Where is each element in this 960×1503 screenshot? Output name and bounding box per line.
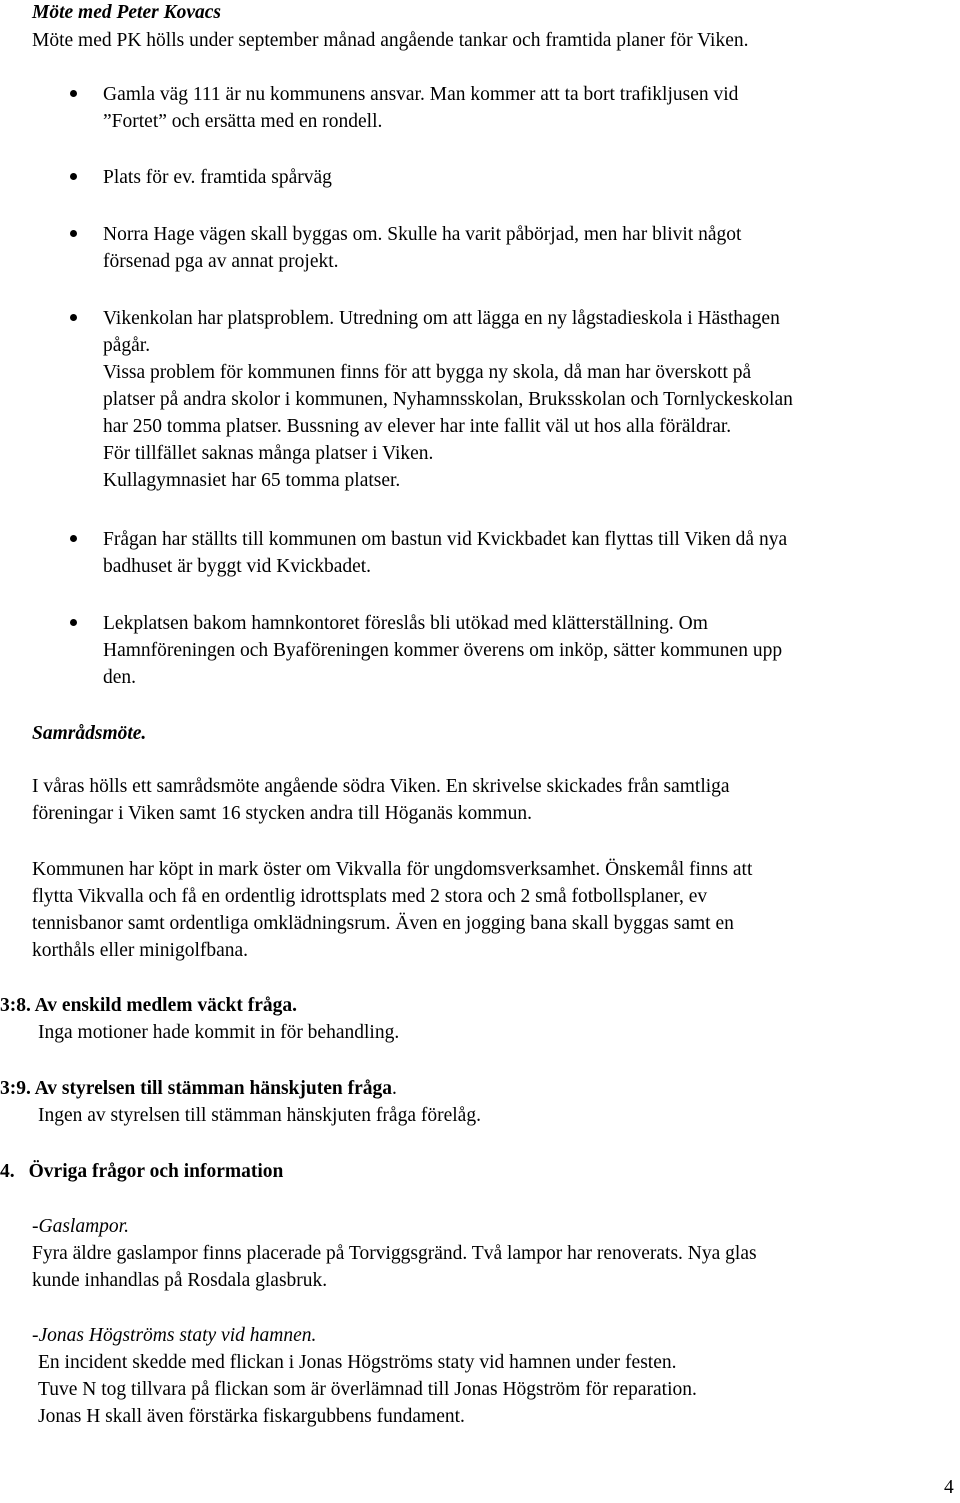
kovacs-intro: Möte med PK hölls under september månad angående tankar och framtida planer för Viken. bbox=[32, 30, 749, 51]
section-heading-3-8 bbox=[0, 992, 297, 1020]
bullet-line: Hamnföreningen och Byaföreningen kommer överens om inköp, sätter kommunen upp bbox=[103, 640, 783, 661]
paragraph-line: En incident skedde med flickan i Jonas Högströms staty vid hamnen under festen. bbox=[38, 1352, 677, 1373]
paragraph-line: I våras hölls ett samrådsmöte angående södra Viken. En skrivelse skickades från samtliga bbox=[32, 776, 730, 797]
section-number: 3:8 bbox=[0, 995, 26, 1016]
section-heading-kovacs: Möte med Peter Kovacs bbox=[32, 2, 221, 23]
bullet-line: Vissa problem för kommunen finns för att bygga ny skola, då man har överskott på bbox=[103, 362, 752, 383]
bullet-line: försenad pga av annat projekt. bbox=[103, 251, 339, 272]
section-title: . Av styrelsen till stämman hänskjuten fråga bbox=[26, 1078, 392, 1099]
bullet-line: badhuset är byggt vid Kvickbadet. bbox=[103, 556, 372, 577]
bullet-dot bbox=[70, 173, 77, 180]
subheading-staty: -Jonas Högströms staty vid hamnen. bbox=[32, 1325, 317, 1346]
bullet-dot bbox=[70, 535, 77, 542]
paragraph-line: flytta Vikvalla och få en ordentlig idrottsplats med 2 stora och 2 små fotbollsplaner, ev bbox=[32, 886, 708, 907]
section-heading-4 bbox=[0, 1158, 283, 1186]
paragraph-line: Jonas H skall även förstärka fiskargubbens fundament. bbox=[38, 1406, 465, 1427]
section-heading-3-9 bbox=[0, 1075, 397, 1103]
bullet-line: För tillfället saknas många platser i Viken. bbox=[103, 443, 434, 464]
section-heading-samrad: Samrådsmöte. bbox=[32, 723, 147, 744]
bullet-line: har 250 tomma platser. Bussning av elever har inte fallit väl ut hos alla föräldrar. bbox=[103, 416, 732, 437]
section-number: 4. bbox=[0, 1161, 15, 1182]
paragraph-line: Kommunen har köpt in mark öster om Vikvalla för ungdomsverksamhet. Önskemål finns att bbox=[32, 859, 753, 880]
section-title: . Av enskild medlem väckt fråga. bbox=[26, 995, 298, 1016]
page-number: 4 bbox=[944, 1477, 954, 1498]
bullet-line: Lekplatsen bakom hamnkontoret föreslås bli utökad med klätterställning. Om bbox=[103, 613, 708, 634]
paragraph-line: Fyra äldre gaslampor finns placerade på Torviggsgränd. Två lampor har renoverats. Nya glas bbox=[32, 1243, 757, 1264]
section-text: Ingen av styrelsen till stämman hänskjuten fråga förelåg. bbox=[38, 1105, 481, 1126]
paragraph-line: föreningar i Viken samt 16 stycken andra till Höganäs kommun. bbox=[32, 803, 532, 824]
bullet-line: pågår. bbox=[103, 335, 151, 356]
bullet-dot bbox=[70, 230, 77, 237]
bullet-dot bbox=[70, 314, 77, 321]
bullet-line: ”Fortet” och ersätta med en rondell. bbox=[103, 111, 383, 132]
bullet-line: Plats för ev. framtida spårväg bbox=[103, 167, 332, 188]
paragraph-line: kunde inhandlas på Rosdala glasbruk. bbox=[32, 1270, 328, 1291]
section-number: 3:9 bbox=[0, 1078, 26, 1099]
section-text: Inga motioner hade kommit in för behandling. bbox=[38, 1022, 400, 1043]
paragraph-line: korthåls eller minigolfbana. bbox=[32, 940, 249, 961]
bullet-line: Gamla väg 111 är nu kommunens ansvar. Man kommer att ta bort trafikljusen vid bbox=[103, 84, 739, 105]
section-title-period: . bbox=[392, 1078, 397, 1099]
bullet-dot bbox=[70, 90, 77, 97]
paragraph-line: Tuve N tog tillvara på flickan som är överlämnad till Jonas Högström för reparation. bbox=[38, 1379, 697, 1400]
paragraph-line: tennisbanor samt ordentliga omklädningsrum. Även en jogging bana skall byggas samt en bbox=[32, 913, 734, 934]
section-title: Övriga frågor och information bbox=[28, 1161, 284, 1182]
bullet-line: den. bbox=[103, 667, 137, 688]
bullet-line: Frågan har ställts till kommunen om bastun vid Kvickbadet kan flyttas till Viken då nya bbox=[103, 529, 788, 550]
bullet-dot bbox=[70, 619, 77, 626]
subheading-gaslampor: -Gaslampor. bbox=[32, 1216, 129, 1237]
bullet-line: Vikenkolan har platsproblem. Utredning om att lägga en ny lågstadieskola i Hästhagen bbox=[103, 308, 780, 329]
bullet-line: Kullagymnasiet har 65 tomma platser. bbox=[103, 470, 401, 491]
bullet-line: Norra Hage vägen skall byggas om. Skulle ha varit påbörjad, men har blivit något bbox=[103, 224, 742, 245]
bullet-line: platser på andra skolor i kommunen, Nyhamnsskolan, Bruksskolan och Tornlyckeskolan bbox=[103, 389, 793, 410]
